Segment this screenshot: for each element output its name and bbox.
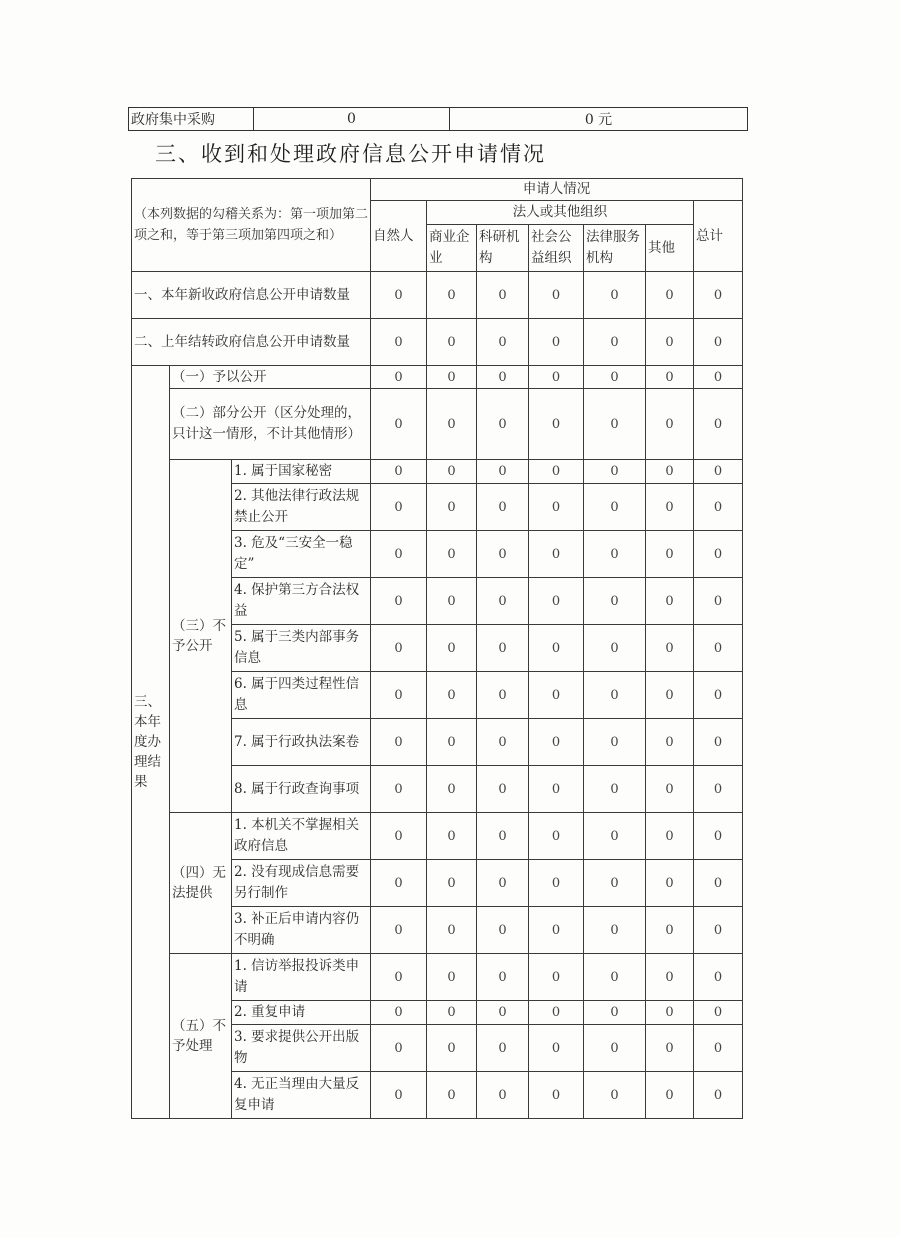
value-cell: 0 (427, 625, 477, 672)
header-row-1 (132, 179, 743, 201)
value-cell: 0 (371, 389, 427, 460)
value-cell: 0 (529, 578, 584, 625)
value-cell: 0 (477, 460, 529, 484)
value-cell: 0 (427, 272, 477, 319)
procurement-label: 政府集中采购 (129, 108, 254, 131)
group-label-cannot-provide: （四）无法提供 (170, 813, 232, 954)
table-row (132, 460, 743, 484)
value-cell: 0 (477, 484, 529, 531)
value-cell: 0 (427, 1001, 477, 1025)
header-applicant: 申请人情况 (371, 179, 743, 201)
value-cell: 0 (584, 319, 646, 366)
value-cell: 0 (584, 272, 646, 319)
value-cell: 0 (694, 319, 743, 366)
value-cell: 0 (477, 1072, 529, 1119)
row-label-reason: 7. 属于行政执法案卷 (232, 719, 371, 766)
value-cell: 0 (427, 813, 477, 860)
procurement-row-table (128, 107, 748, 131)
value-cell: 0 (529, 907, 584, 954)
header-legal-group: 法人或其他组织 (427, 201, 694, 225)
value-cell: 0 (584, 578, 646, 625)
value-cell: 0 (646, 719, 694, 766)
value-cell: 0 (427, 954, 477, 1001)
value-cell: 0 (371, 319, 427, 366)
group-label-not-public: （三）不予公开 (170, 460, 232, 813)
value-cell: 0 (646, 625, 694, 672)
value-cell: 0 (371, 272, 427, 319)
value-cell: 0 (529, 1072, 584, 1119)
value-cell: 0 (427, 484, 477, 531)
value-cell: 0 (371, 860, 427, 907)
header-note: （本列数据的勾稽关系为：第一项加第二项之和，等于第三项加第四项之和） (132, 179, 371, 272)
value-cell: 0 (646, 860, 694, 907)
value-cell: 0 (477, 531, 529, 578)
row-label-reason: 8. 属于行政查询事项 (232, 766, 371, 813)
value-cell: 0 (427, 860, 477, 907)
row-label-new-applications: 一、本年新收政府信息公开申请数量 (132, 272, 371, 319)
value-cell: 0 (584, 625, 646, 672)
value-cell: 0 (529, 1001, 584, 1025)
row-label-public: （一）予以公开 (170, 366, 371, 389)
header-social: 社会公益组织 (529, 225, 584, 272)
value-cell: 0 (477, 578, 529, 625)
value-cell: 0 (694, 860, 743, 907)
value-cell: 0 (694, 907, 743, 954)
value-cell: 0 (584, 766, 646, 813)
value-cell: 0 (694, 672, 743, 719)
value-cell: 0 (584, 484, 646, 531)
row-label-carried-over: 二、上年结转政府信息公开申请数量 (132, 319, 371, 366)
value-cell: 0 (646, 272, 694, 319)
value-cell: 0 (477, 1001, 529, 1025)
value-cell: 0 (371, 954, 427, 1001)
row-label-partial: （二）部分公开（区分处理的，只计这一情形，不计其他情形） (170, 389, 371, 460)
value-cell: 0 (694, 484, 743, 531)
value-cell: 0 (646, 766, 694, 813)
value-cell: 0 (646, 389, 694, 460)
row-label-reason: 1. 信访举报投诉类申请 (232, 954, 371, 1001)
value-cell: 0 (584, 531, 646, 578)
value-cell: 0 (529, 484, 584, 531)
value-cell: 0 (694, 813, 743, 860)
value-cell: 0 (646, 460, 694, 484)
group-label-not-processed: （五）不予处理 (170, 954, 232, 1119)
value-cell: 0 (694, 272, 743, 319)
value-cell: 0 (477, 366, 529, 389)
value-cell: 0 (529, 319, 584, 366)
value-cell: 0 (477, 672, 529, 719)
value-cell: 0 (371, 813, 427, 860)
value-cell: 0 (694, 766, 743, 813)
row-label-reason: 4. 保护第三方合法权益 (232, 578, 371, 625)
value-cell: 0 (694, 1025, 743, 1072)
row-label-reason: 6. 属于四类过程性信息 (232, 672, 371, 719)
value-cell: 0 (477, 625, 529, 672)
value-cell: 0 (529, 719, 584, 766)
value-cell: 0 (584, 1001, 646, 1025)
header-research: 科研机构 (477, 225, 529, 272)
value-cell: 0 (371, 672, 427, 719)
value-cell: 0 (646, 319, 694, 366)
row-label-reason: 2. 没有现成信息需要另行制作 (232, 860, 371, 907)
value-cell: 0 (584, 719, 646, 766)
row-label-reason: 3. 危及“三安全一稳定” (232, 531, 371, 578)
application-stats-table (131, 178, 743, 1119)
value-cell: 0 (584, 1025, 646, 1072)
value-cell: 0 (646, 484, 694, 531)
value-cell: 0 (646, 1001, 694, 1025)
value-cell: 0 (427, 1025, 477, 1072)
value-cell: 0 (427, 366, 477, 389)
value-cell: 0 (427, 766, 477, 813)
value-cell: 0 (477, 389, 529, 460)
row-label-reason: 3. 要求提供公开出版物 (232, 1025, 371, 1072)
value-cell: 0 (646, 954, 694, 1001)
value-cell: 0 (371, 625, 427, 672)
table-row (132, 954, 743, 1001)
value-cell: 0 (694, 719, 743, 766)
value-cell: 0 (529, 954, 584, 1001)
value-cell: 0 (694, 389, 743, 460)
value-cell: 0 (529, 272, 584, 319)
row-label-reason: 4. 无正当理由大量反复申请 (232, 1072, 371, 1119)
value-cell: 0 (584, 907, 646, 954)
value-cell: 0 (529, 672, 584, 719)
value-cell: 0 (584, 860, 646, 907)
value-cell: 0 (584, 954, 646, 1001)
value-cell: 0 (646, 366, 694, 389)
value-cell: 0 (694, 578, 743, 625)
value-cell: 0 (694, 460, 743, 484)
value-cell: 0 (694, 366, 743, 389)
value-cell: 0 (584, 1072, 646, 1119)
value-cell: 0 (694, 1001, 743, 1025)
value-cell: 0 (529, 366, 584, 389)
row-label-reason: 1. 本机关不掌握相关政府信息 (232, 813, 371, 860)
value-cell: 0 (529, 1025, 584, 1072)
table-row (132, 813, 743, 860)
value-cell: 0 (646, 531, 694, 578)
value-cell: 0 (371, 578, 427, 625)
value-cell: 0 (477, 1025, 529, 1072)
value-cell: 0 (694, 954, 743, 1001)
value-cell: 0 (529, 460, 584, 484)
value-cell: 0 (646, 907, 694, 954)
section3-label: 三、本年度办理结果 (132, 366, 170, 1119)
value-cell: 0 (371, 366, 427, 389)
value-cell: 0 (371, 766, 427, 813)
header-business: 商业企业 (427, 225, 477, 272)
value-cell: 0 (371, 1025, 427, 1072)
table-row (132, 319, 743, 366)
row-label-reason: 5. 属于三类内部事务信息 (232, 625, 371, 672)
value-cell: 0 (584, 813, 646, 860)
value-cell: 0 (371, 719, 427, 766)
value-cell: 0 (646, 813, 694, 860)
value-cell: 0 (477, 860, 529, 907)
value-cell: 0 (646, 578, 694, 625)
value-cell: 0 (646, 1025, 694, 1072)
value-cell: 0 (477, 954, 529, 1001)
section-title: 三、收到和处理政府信息公开申请情况 (155, 142, 546, 166)
value-cell: 0 (371, 484, 427, 531)
value-cell: 0 (477, 719, 529, 766)
value-cell: 0 (529, 625, 584, 672)
value-cell: 0 (477, 907, 529, 954)
value-cell: 0 (477, 319, 529, 366)
value-cell: 0 (529, 766, 584, 813)
row-label-reason: 1. 属于国家秘密 (232, 460, 371, 484)
value-cell: 0 (427, 319, 477, 366)
header-other: 其他 (646, 225, 694, 272)
value-cell: 0 (694, 625, 743, 672)
header-legal-service: 法律服务机构 (584, 225, 646, 272)
value-cell: 0 (529, 531, 584, 578)
value-cell: 0 (529, 860, 584, 907)
value-cell: 0 (371, 907, 427, 954)
value-cell: 0 (371, 531, 427, 578)
table-row (132, 389, 743, 460)
value-cell: 0 (529, 813, 584, 860)
value-cell: 0 (427, 578, 477, 625)
row-label-reason: 3. 补正后申请内容仍不明确 (232, 907, 371, 954)
value-cell: 0 (694, 1072, 743, 1119)
value-cell: 0 (477, 813, 529, 860)
value-cell: 0 (427, 907, 477, 954)
value-cell: 0 (584, 672, 646, 719)
value-cell: 0 (477, 766, 529, 813)
value-cell: 0 (427, 1072, 477, 1119)
table-row (132, 366, 743, 389)
value-cell: 0 (371, 460, 427, 484)
value-cell: 0 (646, 672, 694, 719)
value-cell: 0 (477, 272, 529, 319)
value-cell: 0 (427, 389, 477, 460)
value-cell: 0 (584, 366, 646, 389)
value-cell: 0 (584, 460, 646, 484)
value-cell: 0 (371, 1001, 427, 1025)
row-label-reason: 2. 其他法律行政法规禁止公开 (232, 484, 371, 531)
value-cell: 0 (427, 531, 477, 578)
procurement-row (129, 108, 748, 131)
row-label-reason: 2. 重复申请 (232, 1001, 371, 1025)
value-cell: 0 (584, 389, 646, 460)
procurement-amount: 0 元 (450, 108, 748, 131)
procurement-count: 0 (254, 108, 450, 131)
header-natural-person: 自然人 (371, 201, 427, 272)
table-row (132, 272, 743, 319)
value-cell: 0 (646, 1072, 694, 1119)
header-total: 总计 (694, 201, 743, 272)
value-cell: 0 (694, 531, 743, 578)
value-cell: 0 (371, 1072, 427, 1119)
value-cell: 0 (427, 672, 477, 719)
value-cell: 0 (427, 460, 477, 484)
value-cell: 0 (529, 389, 584, 460)
value-cell: 0 (427, 719, 477, 766)
